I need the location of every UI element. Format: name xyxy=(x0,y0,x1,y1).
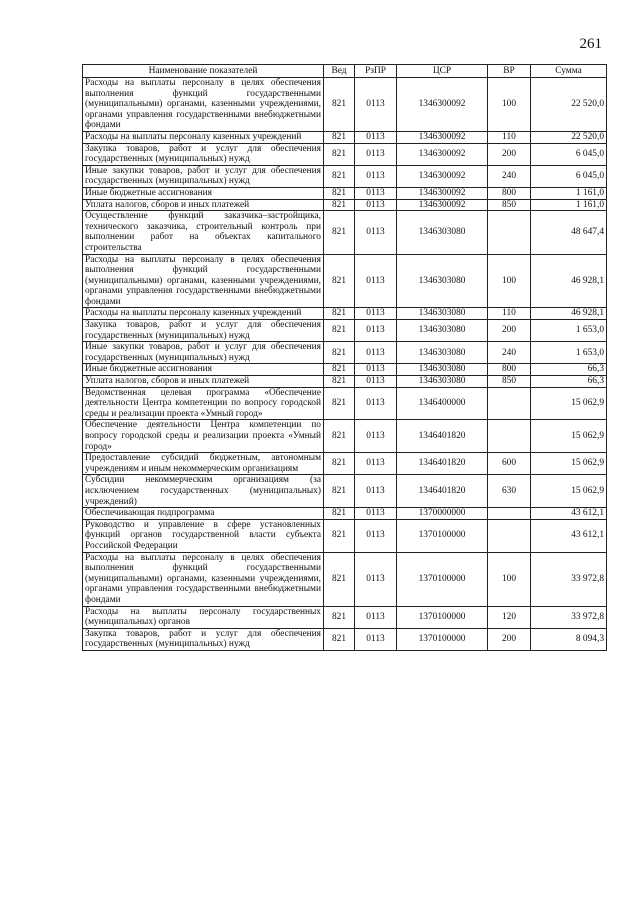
cell-ved: 821 xyxy=(324,364,355,376)
cell-sum: 15 062,9 xyxy=(531,387,607,420)
cell-rzpr: 0113 xyxy=(355,628,397,650)
header-ved: Вед xyxy=(324,65,355,78)
cell-name: Расходы на выплаты персоналу казенных учреждений xyxy=(83,131,324,143)
cell-vr: 110 xyxy=(488,131,531,143)
cell-ved: 821 xyxy=(324,254,355,308)
cell-ved: 821 xyxy=(324,420,355,453)
header-vr: ВР xyxy=(488,65,531,78)
cell-ved: 821 xyxy=(324,342,355,364)
cell-name: Расходы на выплаты персоналу в целях обеспечения выполнения функций государственными (муниципальными) органами, казенными учреждениями, органами управления государственными внебюджетными фондами xyxy=(83,254,324,308)
cell-csr: 1346300092 xyxy=(397,143,488,165)
table-row xyxy=(83,342,607,364)
cell-vr: 600 xyxy=(488,453,531,475)
table-row xyxy=(83,78,607,132)
cell-rzpr: 0113 xyxy=(355,131,397,143)
cell-rzpr: 0113 xyxy=(355,420,397,453)
cell-ved: 821 xyxy=(324,308,355,320)
cell-ved: 821 xyxy=(324,453,355,475)
cell-csr: 1346300092 xyxy=(397,78,488,132)
table-row xyxy=(83,376,607,388)
cell-name: Расходы на выплаты персоналу в целях обеспечения выполнения функций государственными (муниципальными) органами, казенными учреждениями, органами управления государственными внебюджетными фондами xyxy=(83,78,324,132)
cell-ved: 821 xyxy=(324,165,355,187)
cell-csr: 1346303080 xyxy=(397,211,488,254)
cell-sum: 1 653,0 xyxy=(531,320,607,342)
cell-ved: 821 xyxy=(324,78,355,132)
cell-name: Уплата налогов, сборов и иных платежей xyxy=(83,376,324,388)
cell-name: Предоставление субсидий бюджетным, автономным учреждениям и иным некоммерческим организациям xyxy=(83,453,324,475)
cell-rzpr: 0113 xyxy=(355,342,397,364)
cell-vr xyxy=(488,387,531,420)
cell-sum: 22 520,0 xyxy=(531,78,607,132)
table-row xyxy=(83,508,607,520)
cell-vr xyxy=(488,211,531,254)
cell-sum: 1 161,0 xyxy=(531,187,607,199)
cell-ved: 821 xyxy=(324,131,355,143)
cell-rzpr: 0113 xyxy=(355,308,397,320)
cell-rzpr: 0113 xyxy=(355,453,397,475)
cell-csr: 1346401820 xyxy=(397,420,488,453)
cell-name: Руководство и управление в сфере установленных функций органов государственной власти субъекта Российской Федерации xyxy=(83,519,324,552)
cell-ved: 821 xyxy=(324,199,355,211)
table-row xyxy=(83,320,607,342)
table-row xyxy=(83,552,607,606)
cell-vr: 630 xyxy=(488,475,531,508)
cell-ved: 821 xyxy=(324,606,355,628)
cell-name: Расходы на выплаты персоналу государственных (муниципальных) органов xyxy=(83,606,324,628)
cell-rzpr: 0113 xyxy=(355,143,397,165)
header-sum: Сумма xyxy=(531,65,607,78)
cell-csr: 1346401820 xyxy=(397,475,488,508)
cell-vr: 240 xyxy=(488,165,531,187)
table-row xyxy=(83,211,607,254)
table-row xyxy=(83,387,607,420)
cell-name: Осуществление функций заказчика–застройщика, технического заказчика, строительный контроль при выполнении работ на объектах капитального строительства xyxy=(83,211,324,254)
cell-name: Уплата налогов, сборов и иных платежей xyxy=(83,199,324,211)
page-number: 261 xyxy=(579,36,602,52)
cell-rzpr: 0113 xyxy=(355,187,397,199)
cell-sum: 66,3 xyxy=(531,364,607,376)
cell-csr: 1370100000 xyxy=(397,519,488,552)
cell-csr: 1370100000 xyxy=(397,552,488,606)
cell-csr: 1346303080 xyxy=(397,320,488,342)
table-row xyxy=(83,254,607,308)
cell-vr: 100 xyxy=(488,78,531,132)
cell-sum: 33 972,8 xyxy=(531,552,607,606)
cell-sum: 22 520,0 xyxy=(531,131,607,143)
table-row xyxy=(83,308,607,320)
header-name: Наименование показателей xyxy=(83,65,324,78)
cell-rzpr: 0113 xyxy=(355,376,397,388)
cell-name: Ведомственная целевая программа «Обеспечение деятельности Центра компетенции по вопросу городской среды и реализации проекта «Умный город» xyxy=(83,387,324,420)
table-row xyxy=(83,187,607,199)
cell-rzpr: 0113 xyxy=(355,364,397,376)
cell-csr: 1346401820 xyxy=(397,453,488,475)
cell-vr: 200 xyxy=(488,628,531,650)
cell-rzpr: 0113 xyxy=(355,320,397,342)
cell-csr: 1346303080 xyxy=(397,342,488,364)
cell-ved: 821 xyxy=(324,475,355,508)
cell-sum: 46 928,1 xyxy=(531,308,607,320)
cell-sum: 43 612,1 xyxy=(531,519,607,552)
table-row xyxy=(83,199,607,211)
table-header-row xyxy=(83,65,607,78)
cell-name: Иные закупки товаров, работ и услуг для обеспечения государственных (муниципальных) нужд xyxy=(83,165,324,187)
table-row xyxy=(83,606,607,628)
cell-csr: 1346303080 xyxy=(397,364,488,376)
cell-vr: 200 xyxy=(488,143,531,165)
cell-rzpr: 0113 xyxy=(355,387,397,420)
cell-vr: 800 xyxy=(488,187,531,199)
table-row xyxy=(83,364,607,376)
cell-ved: 821 xyxy=(324,143,355,165)
cell-name: Иные закупки товаров, работ и услуг для обеспечения государственных (муниципальных) нужд xyxy=(83,342,324,364)
cell-vr: 100 xyxy=(488,254,531,308)
cell-csr: 1370100000 xyxy=(397,628,488,650)
cell-csr: 1346303080 xyxy=(397,254,488,308)
cell-vr: 120 xyxy=(488,606,531,628)
cell-csr: 1370000000 xyxy=(397,508,488,520)
table-row xyxy=(83,519,607,552)
cell-ved: 821 xyxy=(324,320,355,342)
cell-rzpr: 0113 xyxy=(355,508,397,520)
cell-rzpr: 0113 xyxy=(355,199,397,211)
cell-name: Субсидии некоммерческим организациям (за исключением государственных (муниципальных) учреждений) xyxy=(83,475,324,508)
cell-csr: 1346300092 xyxy=(397,165,488,187)
cell-csr: 1346303080 xyxy=(397,376,488,388)
cell-name: Обеспечивающая подпрограмма xyxy=(83,508,324,520)
cell-name: Иные бюджетные ассигнования xyxy=(83,187,324,199)
cell-vr xyxy=(488,508,531,520)
cell-rzpr: 0113 xyxy=(355,519,397,552)
cell-name: Закупка товаров, работ и услуг для обеспечения государственных (муниципальных) нужд xyxy=(83,143,324,165)
cell-sum: 15 062,9 xyxy=(531,475,607,508)
table-row xyxy=(83,628,607,650)
cell-name: Расходы на выплаты персоналу в целях обеспечения выполнения функций государственными (муниципальными) органами, казенными учреждениями, органами управления государственными внебюджетными фондами xyxy=(83,552,324,606)
cell-rzpr: 0113 xyxy=(355,165,397,187)
cell-ved: 821 xyxy=(324,187,355,199)
cell-sum: 66,3 xyxy=(531,376,607,388)
cell-vr: 110 xyxy=(488,308,531,320)
cell-csr: 1346300092 xyxy=(397,187,488,199)
cell-ved: 821 xyxy=(324,508,355,520)
header-rzpr: РзПР xyxy=(355,65,397,78)
cell-rzpr: 0113 xyxy=(355,475,397,508)
cell-sum: 6 045,0 xyxy=(531,143,607,165)
cell-name: Иные бюджетные ассигнования xyxy=(83,364,324,376)
cell-ved: 821 xyxy=(324,387,355,420)
table-row xyxy=(83,143,607,165)
cell-ved: 821 xyxy=(324,376,355,388)
cell-rzpr: 0113 xyxy=(355,606,397,628)
cell-vr: 850 xyxy=(488,199,531,211)
cell-sum: 6 045,0 xyxy=(531,165,607,187)
cell-name: Обеспечение деятельности Центра компетенции по вопросу городской среды и реализации проекта «Умный город» xyxy=(83,420,324,453)
cell-ved: 821 xyxy=(324,519,355,552)
cell-rzpr: 0113 xyxy=(355,211,397,254)
cell-csr: 1346303080 xyxy=(397,308,488,320)
cell-csr: 1346300092 xyxy=(397,131,488,143)
cell-vr: 850 xyxy=(488,376,531,388)
cell-vr xyxy=(488,519,531,552)
cell-sum: 15 062,9 xyxy=(531,420,607,453)
table-row xyxy=(83,165,607,187)
cell-sum: 33 972,8 xyxy=(531,606,607,628)
cell-csr: 1370100000 xyxy=(397,606,488,628)
cell-rzpr: 0113 xyxy=(355,254,397,308)
cell-sum: 46 928,1 xyxy=(531,254,607,308)
table-body xyxy=(83,78,607,651)
cell-ved: 821 xyxy=(324,552,355,606)
cell-rzpr: 0113 xyxy=(355,78,397,132)
cell-vr xyxy=(488,420,531,453)
cell-vr: 200 xyxy=(488,320,531,342)
header-csr: ЦСР xyxy=(397,65,488,78)
cell-vr: 240 xyxy=(488,342,531,364)
table-row xyxy=(83,475,607,508)
cell-vr: 800 xyxy=(488,364,531,376)
cell-sum: 1 161,0 xyxy=(531,199,607,211)
cell-sum: 48 647,4 xyxy=(531,211,607,254)
cell-rzpr: 0113 xyxy=(355,552,397,606)
cell-sum: 43 612,1 xyxy=(531,508,607,520)
cell-vr: 100 xyxy=(488,552,531,606)
cell-name: Закупка товаров, работ и услуг для обеспечения государственных (муниципальных) нужд xyxy=(83,628,324,650)
cell-ved: 821 xyxy=(324,628,355,650)
cell-csr: 1346300092 xyxy=(397,199,488,211)
cell-sum: 15 062,9 xyxy=(531,453,607,475)
cell-name: Расходы на выплаты персоналу казенных учреждений xyxy=(83,308,324,320)
cell-sum: 8 094,3 xyxy=(531,628,607,650)
table-row xyxy=(83,131,607,143)
cell-csr: 1346400000 xyxy=(397,387,488,420)
cell-sum: 1 653,0 xyxy=(531,342,607,364)
cell-name: Закупка товаров, работ и услуг для обеспечения государственных (муниципальных) нужд xyxy=(83,320,324,342)
cell-ved: 821 xyxy=(324,211,355,254)
table-row xyxy=(83,453,607,475)
budget-table xyxy=(82,64,607,651)
table-row xyxy=(83,420,607,453)
